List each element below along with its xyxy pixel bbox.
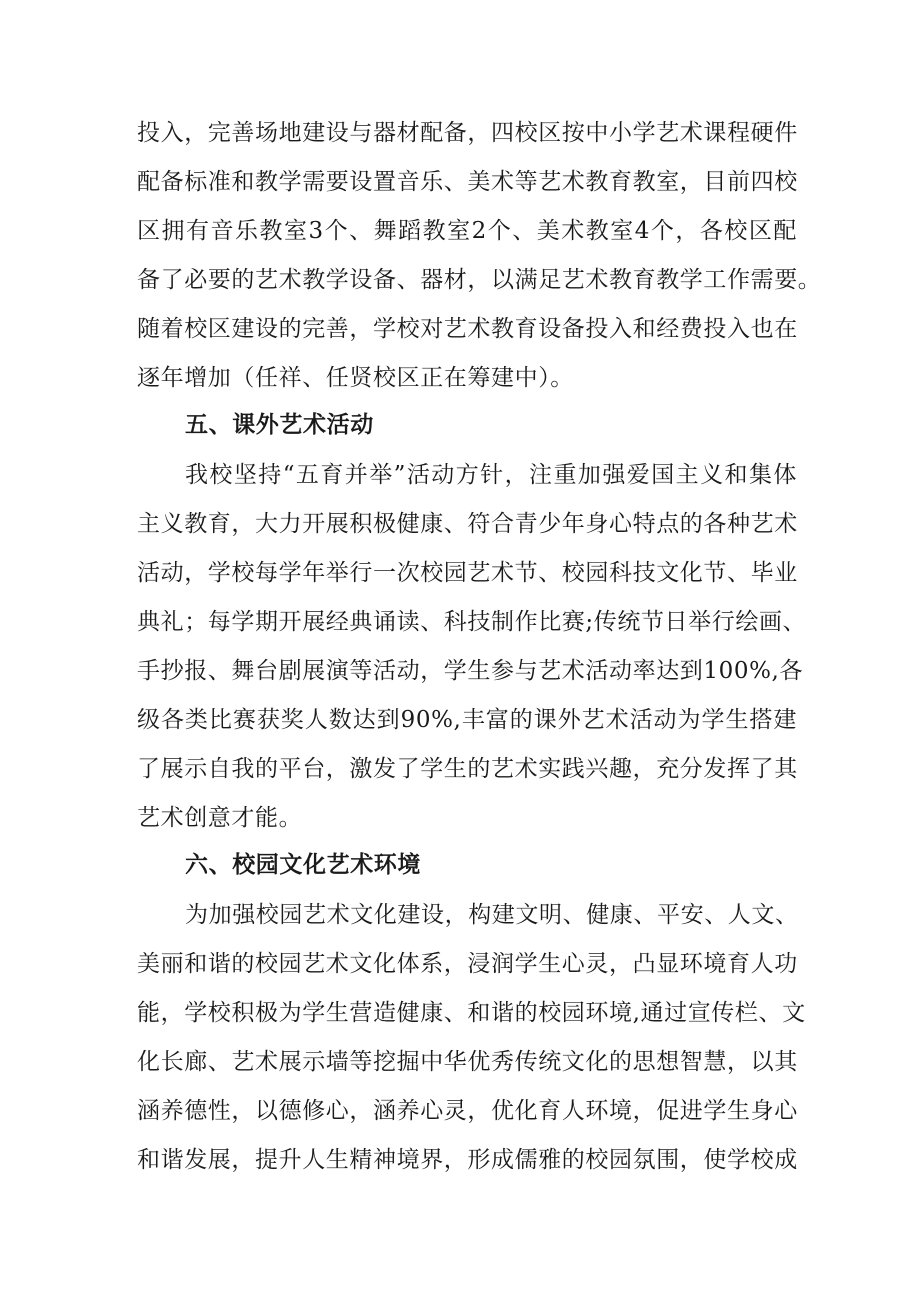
paragraph-line: 和谐发展，提升人生精神境界，形成儒雅的校园氛围，使学校成 [137, 1147, 798, 1173]
paragraph-line: 涵养德性，以德修心，涵养心灵，优化育人环境，促进学生身心 [137, 1098, 798, 1124]
paragraph-line: 能，学校积极为学生营造健康、和谐的校园环境,通过宣传栏、文 [137, 1000, 806, 1026]
paragraph-line: 主义教育，大力开展积极健康、符合青少年身心特点的各种艺术 [137, 511, 798, 537]
paragraph-line: 手抄报、舞台剧展演等活动，学生参与艺术活动率达到100%,各 [137, 658, 804, 684]
paragraph-line: 了展示自我的平台，激发了学生的艺术实践兴趣，充分发挥了其 [137, 756, 798, 782]
paragraph-line: 配备标准和教学需要设置音乐、美术等艺术教育教室，目前四校 [137, 169, 798, 195]
section-heading-six: 六、校园文化艺术环境 [185, 852, 421, 878]
paragraph-line: 区拥有音乐教室3个、舞蹈教室2个、美术教室4个，各校区配 [137, 218, 797, 244]
paragraph-line: 活动，学校每学年举行一次校园艺术节、校园科技文化节、毕业 [137, 560, 798, 586]
paragraph-line: 典礼；每学期开展经典诵读、科技制作比赛;传统节日举行绘画、 [137, 609, 807, 635]
paragraph-line: 投入，完善场地建设与器材配备，四校区按中小学艺术课程硬件 [137, 120, 798, 146]
paragraph-line: 为加强校园艺术文化建设，构建文明、健康、平安、人文、 [185, 902, 799, 928]
paragraph-line: 备了必要的艺术教学设备、器材，以满足艺术教育教学工作需要。 [137, 267, 822, 293]
paragraph-line: 艺术创意才能。 [137, 805, 303, 831]
section-heading-five: 五、课外艺术活动 [185, 412, 374, 438]
paragraph-line: 随着校区建设的完善，学校对艺术教育设备投入和经费投入也在 [137, 316, 798, 342]
paragraph-line: 级各类比赛获奖人数达到90%,丰富的课外艺术活动为学生搭建 [137, 707, 797, 733]
paragraph-line: 化长廊、艺术展示墙等挖掘中华优秀传统文化的思想智慧，以其 [137, 1049, 798, 1075]
paragraph-line: 美丽和谐的校园艺术文化体系，浸润学生心灵，凸显环境育人功 [137, 951, 798, 977]
paragraph-line: 我校坚持“五育并举”活动方针，注重加强爱国主义和集体 [185, 462, 797, 488]
paragraph-line: 逐年增加（任祥、任贤校区正在筹建中）。 [137, 365, 574, 391]
